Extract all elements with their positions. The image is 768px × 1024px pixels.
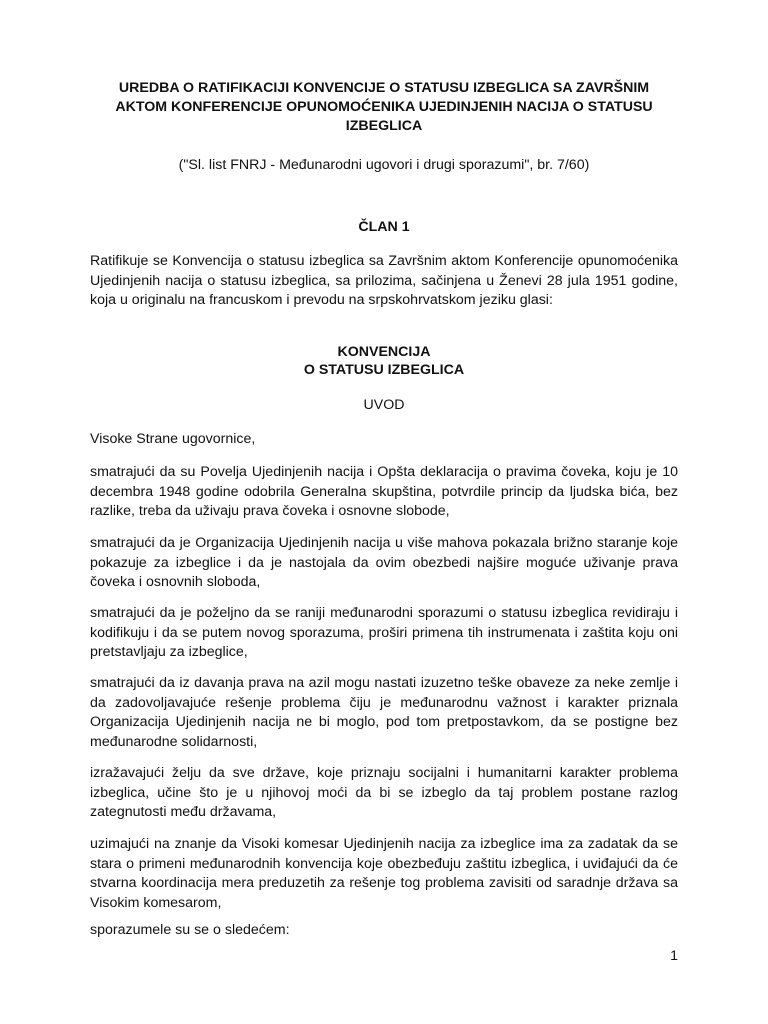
paragraph-preamble-4: smatrajući da iz davanja prava na azil mogu nastati izuzetno teške obaveze za neke zemlje i da zadovoljavajuće rešenje problema čiju je međunarodnu važnost i karakter priznala Organizacija Ujedinjenih nacija ne bi moglo, pod tom pretpostavkom, da se postigne bez međunarodne solidarnosti, — [90, 675, 678, 750]
paragraph-preamble-3: smatrajući da je poželjno da se raniji međunarodni sporazumi o statusu izbeglica revidiraju i kodifikuju i da se putem novog sporazuma, proširi primena tih instrumenata i zaštita koju oni pretstavljaju za izbeglice, — [90, 605, 678, 660]
paragraph-preamble-2: smatrajući da je Organizacija Ujedinjenih nacija u više mahova pokazala brižno staranje koje pokazuje za izbeglice i da je nastojala da ovim obezbedi najšire moguće uživanje prava čoveka i osnovnih sloboda, — [90, 535, 678, 590]
paragraph-addressee: Visoke Strane ugovornice, — [90, 431, 256, 447]
document-source: ("Sl. list FNRJ - Međunarodni ugovori i drugi sporazumi", br. 7/60) — [178, 157, 590, 173]
convention-heading-line2: O STATUSU IZBEGLICA — [303, 362, 465, 378]
paragraph-closing: sporazumele su se o sledećem: — [90, 922, 290, 938]
page-number: 1 — [670, 948, 678, 964]
paragraph-preamble-1: smatrajući da su Povelja Ujedinjenih nacija i Opšta deklaracija o pravima čoveka, koju je 10 decembra 1948 godine odobrila Generalna skupština, potvrdile princip da ljudska bića, bez razlike, treba da uživaju prava čoveka i osnovne slobode, — [90, 464, 678, 519]
intro-heading: UVOD — [363, 397, 405, 413]
article-heading: ČLAN 1 — [358, 219, 410, 235]
paragraph-preamble-5: izražavajući želju da sve države, koje priznaju socijalni i humanitarni karakter problema izbeglica, učine što je u njihovoj moći da bi se izbeglo da taj problem postane razlog zategnutosti među državama, — [90, 765, 678, 820]
article-text: Ratifikuje se Konvencija o statusu izbeglica sa Završnim aktom Konferencije opunomoćenika Ujedinjenih nacija o statusu izbeglica, sa prilozima, sačinjena u Ženevi 28 jula 1951 godine, koja u originalu na francuskom i prevodu na srpskohrvatskom jeziku glasi: — [90, 253, 678, 308]
paragraph-preamble-6: uzimajući na znanje da Visoki komesar Ujedinjenih nacija za izbeglice ima za zadatak da se stara o primeni međunarodnih konvencija koje obezbeđuju zaštitu izbeglica, i uviđajući da će stvarna koordinacija mera preduzetih za rešenje tog problema zavisiti od saradnje država sa Visokim komesarom, — [90, 836, 678, 911]
document-title: UREDBA O RATIFIKACIJI KONVENCIJE O STATUSU IZBEGLICA SA ZAVRŠNIM AKTOM KONFERENCIJE OPUNOMOĆENIKA UJEDINJENIH NACIJA O STATUSU IZBEGLICA — [115, 80, 653, 134]
convention-heading-line1: KONVENCIJA — [337, 344, 431, 360]
